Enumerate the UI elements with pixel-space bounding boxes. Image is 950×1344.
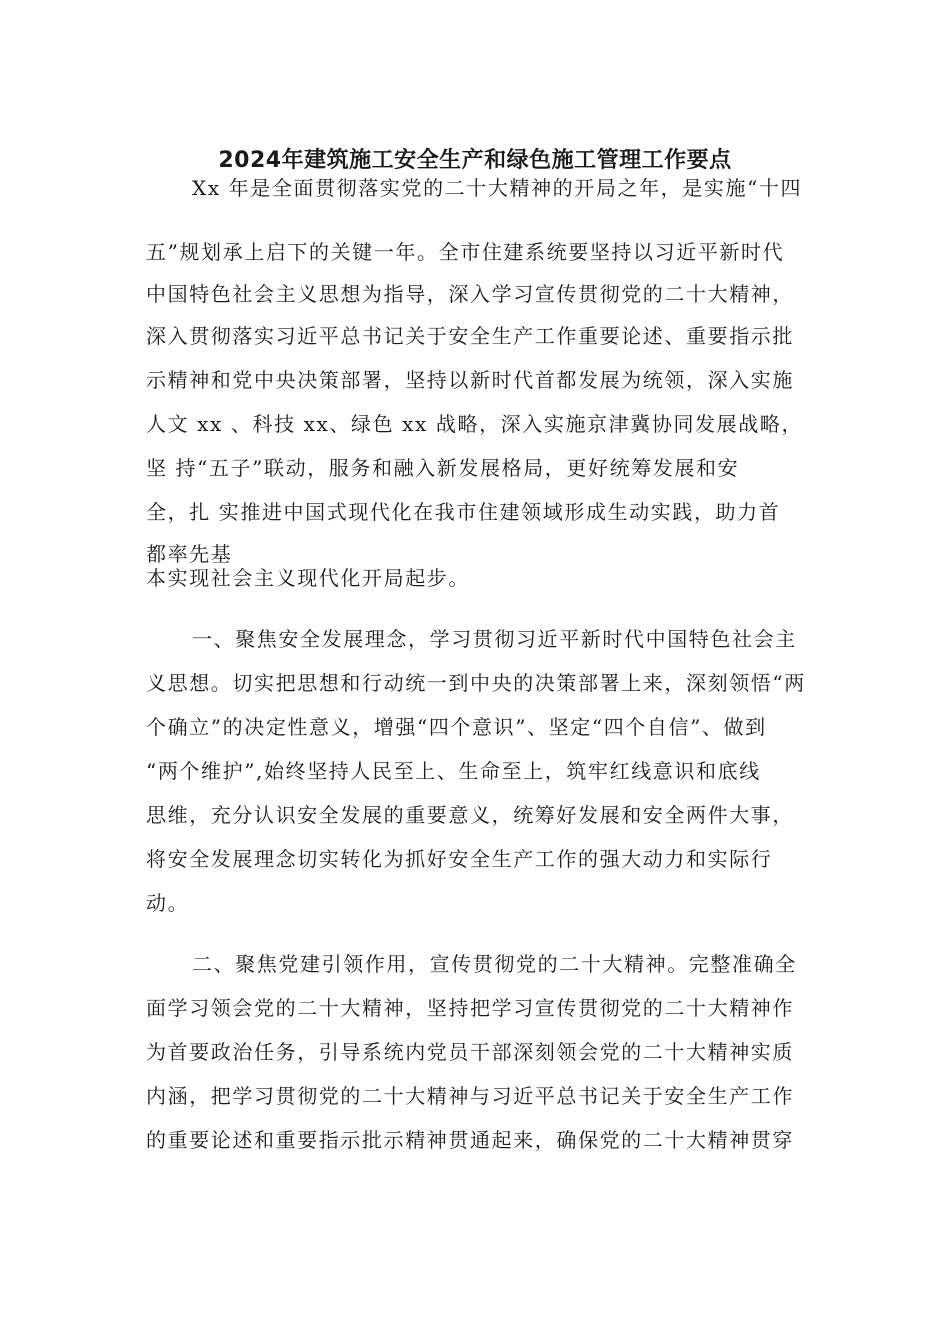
section1-line: “两个维护”,始终坚持人民至上、生命至上，筑牢红线意识和底线	[146, 759, 761, 783]
intro-line: 都率先基	[146, 542, 233, 566]
intro-line: 中国特色社会主义思想为指导，深入学习宣传贯彻党的二十大精神，	[146, 282, 794, 306]
section1-line: 将安全发展理念切实转化为抓好安全生产工作的强大动力和实际行	[146, 847, 773, 871]
section1-line: 思维，充分认识安全发展的重要意义，统筹好发展和安全两件大事，	[146, 803, 794, 827]
intro-line: 五”规划承上启下的关键一年。全市住建系统要坚持以习近平新时代	[146, 240, 785, 264]
section2-line: 面学习领会党的二十大精神，坚持把学习宣传贯彻党的二十大精神作	[146, 996, 794, 1020]
section2-line: 二、聚焦党建引领作用，宣传贯彻党的二十大精神。完整准确全	[192, 952, 797, 976]
section2-line: 内涵，把学习贯彻党的二十大精神与习近平总书记关于安全生产工作	[146, 1084, 794, 1108]
section1-line: 个确立”的决定性意义，增强“四个意识”、坚定“四个自信”、做到	[146, 715, 767, 739]
intro-line: Xx 年是全面贯彻落实党的二十大精神的开局之年，是实施“十四	[192, 176, 803, 200]
intro-line: 坚 持“五子”联动，服务和融入新发展格局，更好统筹发展和安	[146, 456, 740, 480]
section2-line: 为首要政治任务，引导系统内党员干部深刻领会党的二十大精神实质	[146, 1040, 794, 1064]
intro-line: 示精神和党中央决策部署，坚持以新时代首都发展为统领，深入实施	[146, 368, 794, 392]
section2-line: 的重要论述和重要指示批示精神贯通起来，确保党的二十大精神贯穿	[146, 1128, 794, 1152]
section1-line: 动。	[146, 891, 190, 915]
section1-line: 一、聚焦安全发展理念，学习贯彻习近平新时代中国特色社会主	[192, 627, 797, 651]
intro-line: 深入贯彻落实习近平总书记关于安全生产工作重要论述、重要指示批	[146, 324, 794, 348]
intro-line: 本实现社会主义现代化开局起步。	[146, 566, 470, 590]
document-title: 2024年建筑施工安全生产和绿色施工管理工作要点	[218, 148, 732, 173]
intro-line: 全，扎 实推进中国式现代化在我市住建领域形成生动实践，助力首	[146, 500, 781, 524]
section1-line: 义思想。切实把思想和行动统一到中央的决策部署上来，深刻领悟“两	[146, 671, 806, 695]
intro-line: 人文 xx 、科技 xx、绿色 xx 战略，深入实施京津冀协同发展战略，	[146, 412, 804, 436]
